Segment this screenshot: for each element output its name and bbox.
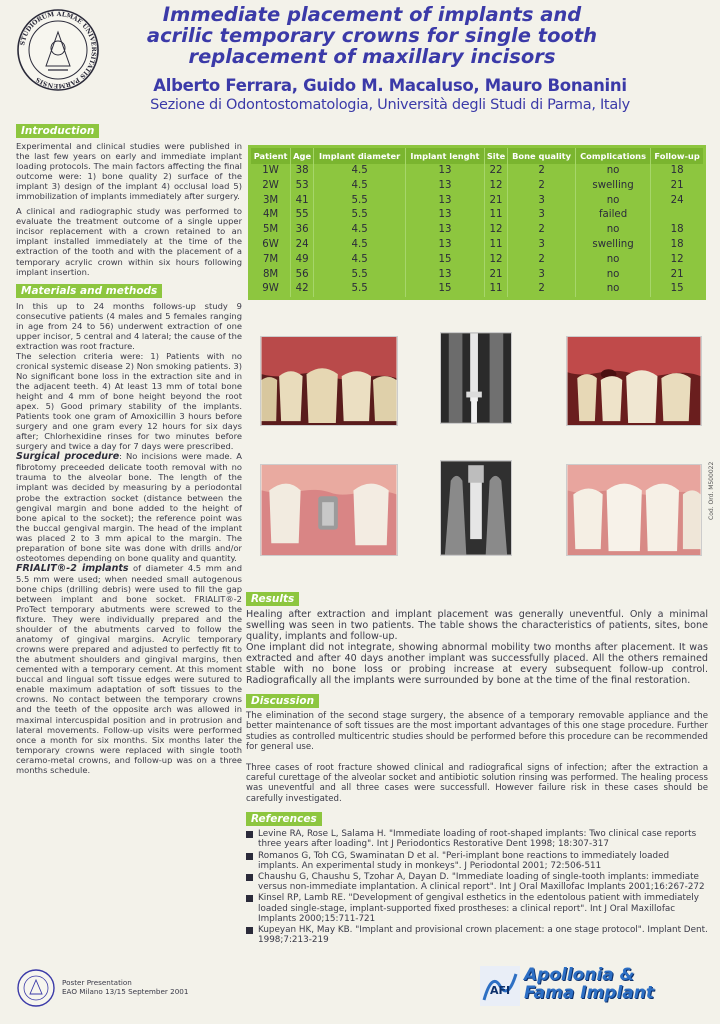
table-cell: 13 xyxy=(406,268,485,283)
header-site: Site xyxy=(485,148,508,164)
table-cell: 4.5 xyxy=(314,223,406,238)
table-cell: 1W xyxy=(251,164,291,179)
title-line-2: acrilic temporary crowns for single tooth xyxy=(146,24,598,47)
results-paragraph-2: One implant did not integrate, showing abnormal mobility two months after placement. It was extracted and after 40 days another implant was successfully placed. All the others remained stable with no bone loss or probing increase at every subsequent follow-up control. Radiografically all the implants were surrounded by bone at the time of the final restoration. xyxy=(246,642,708,686)
table-cell: 2 xyxy=(508,164,576,179)
afi-text: AFI xyxy=(489,984,511,997)
discussion-paragraph-2: Three cases of root fracture showed clinical and radiografical signs of infection; after the extraction a careful curettage of the alveolar socket and antibiotic solution rinsing was performed. The healing process was uneventful and all three cases were successfull. However failure risk in these cases should be carefully investigated. xyxy=(246,762,708,804)
header-age: Age xyxy=(291,148,314,164)
table-cell: 5.5 xyxy=(314,208,406,223)
brand-name xyxy=(524,966,704,1002)
afi-logo xyxy=(480,966,520,1006)
discussion-paragraph-1: The elimination of the second stage surgery, the absence of a temporary removable appliance and the better maintenance of soft tissues are the most important advantages of this one stage procedure. Further studies as controlled multicentric studies should be performed before this procedure can be recommended for general use. xyxy=(246,711,708,753)
table-cell: 4M xyxy=(251,208,291,223)
table-cell: 13 xyxy=(406,208,485,223)
right-column xyxy=(246,590,708,946)
table-cell: 18 xyxy=(670,224,684,236)
table-row xyxy=(251,268,703,283)
brand-line-1: Apollonia & xyxy=(524,965,635,985)
table-cell: 3 xyxy=(508,238,576,253)
introduction-heading: Introduction xyxy=(16,124,99,138)
footer-line-2: EAO Milano 13/15 September 2001 xyxy=(62,987,189,996)
patient-table-container xyxy=(248,145,706,300)
table-cell: 22 xyxy=(485,164,508,179)
table-cell: 49 xyxy=(291,253,314,268)
table-cell: 24 xyxy=(670,194,684,206)
title-line-1: Immediate placement of implants and xyxy=(162,3,582,26)
table-cell: 41 xyxy=(291,194,314,209)
table-body xyxy=(251,164,703,297)
table-row xyxy=(251,179,703,194)
title-line-3: replacement of maxillary incisors xyxy=(188,45,556,68)
reference-item: Levine RA, Rose L, Salama H. "Immediate loading of root-shaped implants: Two clinical case reports three years after loading". Int J Periodontics Restorative Dent 1998; 18:307-317 xyxy=(246,829,708,849)
frialit-paragraph xyxy=(16,563,242,775)
table-cell: swelling xyxy=(576,179,651,194)
table-cell: 5.5 xyxy=(314,268,406,283)
reference-item: Romanos G, Toh CG, Swaminatan D et al. "Peri-implant bone reactions to immediately loaded implants. An experimental study in monkeys". J Periodontal 2001; 72:506-511 xyxy=(246,851,708,871)
table-cell: 11 xyxy=(485,208,508,223)
table-row xyxy=(251,164,703,179)
table-cell: 12 xyxy=(485,179,508,194)
table-cell: 13 xyxy=(406,164,485,179)
discussion-heading: Discussion xyxy=(246,694,319,708)
introduction-paragraph-1: Experimental and clinical studies were published in the last few years on early and immediate implant loading protocols. The main factors affecting the final outcome were: 1) bone quality 2) surface of the implant 3) design of the implant 4) occlusal load 5) immobilization of implants immediately after surgery. xyxy=(16,141,242,202)
table-cell: 15 xyxy=(670,283,684,295)
table-cell: 13 xyxy=(406,179,485,194)
table-row xyxy=(251,223,703,238)
table-cell: 12 xyxy=(485,253,508,268)
table-cell: 8M xyxy=(251,268,291,283)
table-cell: 4.5 xyxy=(314,253,406,268)
table-cell: 13 xyxy=(406,194,485,209)
authors: Alberto Ferrara, Guido M. Macaluso, Mauro Bonanini xyxy=(153,76,627,95)
table-cell: no xyxy=(576,164,651,179)
table-cell: 12 xyxy=(485,223,508,238)
table-cell: no xyxy=(576,194,651,209)
table-cell: no xyxy=(576,223,651,238)
footer-seal-logo xyxy=(16,968,56,1008)
table-cell: 5.5 xyxy=(314,194,406,209)
table-cell: 13 xyxy=(406,223,485,238)
table-cell: 5.5 xyxy=(314,282,406,297)
results-paragraph-1: Healing after extraction and implant placement was generally uneventful. Only a minimal swelling was seen in two patients. The table shows the characteristics of patients, sites, bone quality, implants and follow-up. xyxy=(246,609,708,642)
table-cell: 2W xyxy=(251,179,291,194)
table-cell: 4.5 xyxy=(314,164,406,179)
photo-preop-teeth xyxy=(260,336,398,426)
table-cell: 24 xyxy=(291,238,314,253)
table-cell: 18 xyxy=(670,165,684,176)
photo-extraction-site xyxy=(566,336,702,426)
header-implant-length: Implant lenght xyxy=(406,148,485,164)
patient-table xyxy=(251,148,703,297)
photo-radiograph-1 xyxy=(440,332,512,424)
brand-line-2: Fama Implant xyxy=(524,983,654,1003)
clinical-photos xyxy=(248,330,708,580)
table-cell: 6W xyxy=(251,238,291,253)
table-row xyxy=(251,194,703,209)
table-cell: 11 xyxy=(485,282,508,297)
photo-final-crowns xyxy=(566,464,702,556)
table-cell: no xyxy=(576,253,651,268)
table-cell: 2 xyxy=(508,253,576,268)
reference-item: Kupeyan HK, May KB. "Implant and provisional crown placement: a one stage protocol". Implant Dent. 1998;7:213-219 xyxy=(246,925,708,945)
left-column xyxy=(16,122,242,780)
table-cell: 55 xyxy=(291,208,314,223)
header-patient: Patient xyxy=(251,148,291,164)
table-cell: 56 xyxy=(291,268,314,283)
table-cell: 18 xyxy=(670,238,684,250)
table-cell: no xyxy=(576,282,651,297)
table-cell: 2 xyxy=(508,179,576,194)
header-follow-up: Follow-up xyxy=(651,148,703,164)
photo-abutment xyxy=(260,464,398,556)
table-cell: 2 xyxy=(508,282,576,297)
header-implant-diameter: Implant diameter xyxy=(314,148,406,164)
introduction-paragraph-2: A clinical and radiographic study was performed to evaluate the treatment outcome of a single upper incisor replacement with a crown retained to an implant installed immediately at the time of the extraction of the tooth and with the placement of a temporary acrylic crown within six hours following implant insertion. xyxy=(16,206,242,277)
surgical-procedure-paragraph xyxy=(16,451,242,563)
table-cell: 21 xyxy=(670,268,684,280)
materials-paragraph-1: In this up to 24 months follows-up study 9 consecutive patients (4 males and 5 females ranging in age from 24 to 56) underwent extraction of one upper incisor, 5 central and 4 lateral; the cause of the extraction was root fracture. xyxy=(16,300,242,351)
table-row xyxy=(251,253,703,268)
references-heading: References xyxy=(246,812,322,826)
table-cell: 53 xyxy=(291,179,314,194)
table-cell: 5M xyxy=(251,223,291,238)
surgical-procedure-label: Surgical procedure xyxy=(16,451,120,463)
table-cell: 4.5 xyxy=(314,238,406,253)
reference-item: Chaushu G, Chaushu S, Tzohar A, Dayan D. "Immediate loading of single-tooth implants: immediate versus non-immediate implantation. A clinical report". Int J Oral Maxillofac Implants 2001;16:267-272 xyxy=(246,872,708,892)
table-row xyxy=(251,208,703,223)
table-cell: 15 xyxy=(406,253,485,268)
frialit-text: of diameter 4.5 mm and 5.5 mm were used; when needed small autogenous bone chips (drilling debris) were used to fill the gap between implant and bone socket. FRIALIT®-2 ProTect temporary abutments were screwed to the fixture. They were individually prepared and the shoulder of the abutments carved to follow the anatomy of gingival margins. Acrylic temporary crowns were prepared and adjusted to perfectly fit to the abutment shoulders and gingival margins, then cemented with a temporary cement. At this moment buccal and lingual soft tissue edges were sutured to enable maximum adaptation of soft tissues to the crowns. No contact between the temporary crowns and the teeth of the opposite arch was allowed in maximal intercuspidal position and in protrusion and lateral movements. Follow-up visits were performed once a month for six months. Six months later the temporary crowns were replaced with single tooth ceramo-metal crowns, and follow-up was on a three months schedule. xyxy=(16,562,242,775)
table-cell xyxy=(651,208,703,223)
table-cell: 9W xyxy=(251,282,291,297)
table-cell: 2 xyxy=(508,223,576,238)
table-cell: 12 xyxy=(670,253,684,265)
materials-paragraph-2: The selection criteria were: 1) Patients with no cronical systemic disease 2) Non smoking patients. 3) No significant bone loss in the extraction site and in the adjacent teeth. 4) At least 13 mm of total bone height and 4 mm of bone height beyond the root apex. 5) Good primary stability of the implants. Patients took one gram of Amoxicillin 3 hours before surgery and one gram every 12 hours for six days after; Chlorhexidine rinses for two minutes before surgery and twice a day for 7 days were prescribed. xyxy=(16,350,242,452)
affiliation: Sezione di Odontostomatologia, Università degli Studi di Parma, Italy xyxy=(150,97,630,113)
materials-heading: Materials and methods xyxy=(16,284,162,298)
table-cell: 38 xyxy=(291,164,314,179)
table-cell: 3 xyxy=(508,194,576,209)
footer-line-1: Poster Presentation xyxy=(62,978,132,987)
table-cell: 21 xyxy=(485,194,508,209)
table-cell: 3 xyxy=(508,268,576,283)
footer-text xyxy=(62,978,188,996)
results-heading: Results xyxy=(246,592,299,606)
table-cell: 21 xyxy=(485,268,508,283)
table-cell: 42 xyxy=(291,282,314,297)
poster-title xyxy=(112,4,632,67)
table-cell: no xyxy=(576,268,651,283)
table-cell: failed xyxy=(576,208,651,223)
photo-side-code: Cod. Ord. M500022 xyxy=(708,461,715,520)
table-cell: 3M xyxy=(251,194,291,209)
table-row xyxy=(251,238,703,253)
frialit-label: FRIALIT®-2 implants xyxy=(16,562,129,574)
photo-radiograph-2 xyxy=(440,460,512,556)
table-cell: 36 xyxy=(291,223,314,238)
reference-item: Kinsel RP, Lamb RE. "Development of gengival esthetics in the edentolous patient with immediately loaded single-stage, implant-supported fixed prostheses: a clinical report". Int J Oral Maxillofac Implants 2000;15:711-721 xyxy=(246,893,708,924)
seal-text: STUDIORUM ALMAE UNIVERSITATIS PARMENSIS xyxy=(19,10,98,90)
table-cell: 7M xyxy=(251,253,291,268)
table-cell: 15 xyxy=(406,282,485,297)
header-bone-quality: Bone quality xyxy=(508,148,576,164)
table-cell: 4.5 xyxy=(314,179,406,194)
table-row xyxy=(251,282,703,297)
table-cell: 21 xyxy=(670,179,684,191)
table-cell: swelling xyxy=(576,238,651,253)
university-seal xyxy=(16,8,100,92)
table-cell: 11 xyxy=(485,238,508,253)
references-list xyxy=(246,829,708,945)
surgical-procedure-text: : No incisions were made. A fibrotomy preceeded delicate tooth removal with no trauma to the alveolar bone. The length of the implant was decided by measuring by a periodontal probe the extraction socket (distance between the gengival margin and bone added to the height of bone apical to the socket); the reference point was the buccal gengival margin. The head of the implant was placed 2 to 3 mm apical to the margin. The preparation of bone site was done with drills and/or osteotomes depending on bone quality and quantity. xyxy=(16,451,242,563)
table-cell: 13 xyxy=(406,238,485,253)
header-complications: Complications xyxy=(576,148,651,164)
table-header-row xyxy=(251,148,703,164)
table-cell: 3 xyxy=(508,208,576,223)
